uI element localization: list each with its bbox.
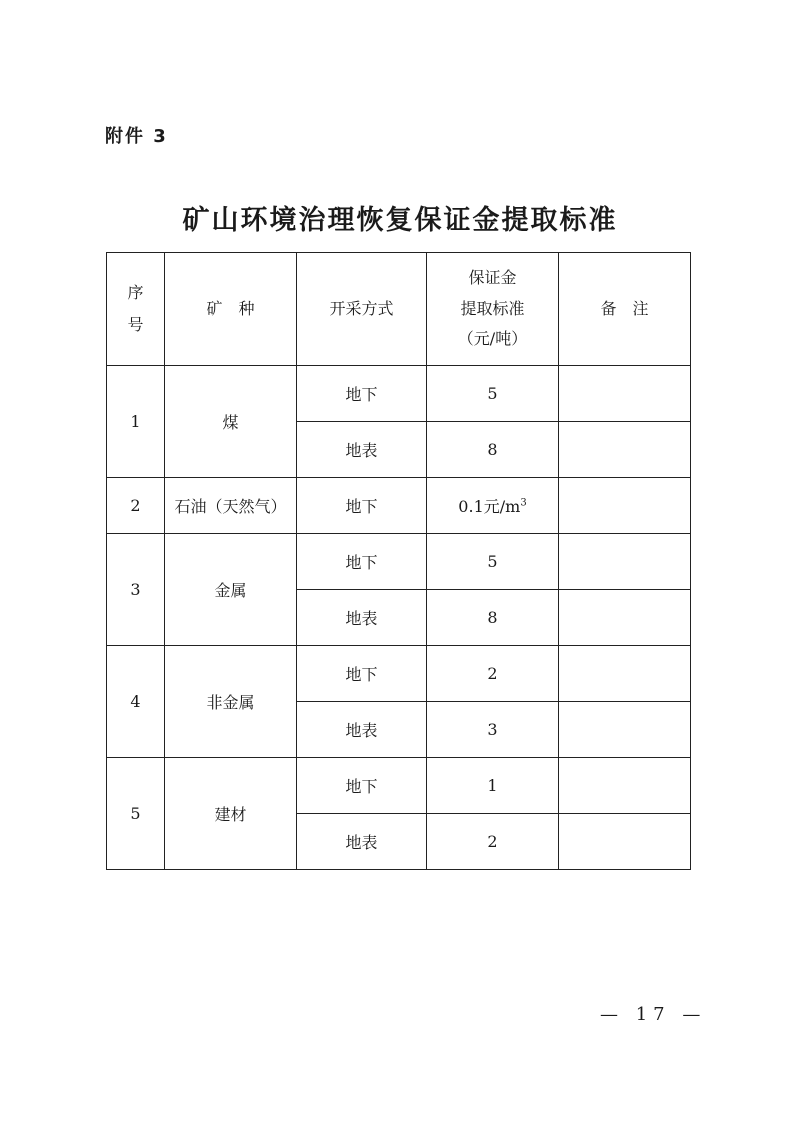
header-standard: 保证金 提取标准 （元/吨） — [427, 253, 559, 366]
cell-value: 5 — [427, 366, 559, 422]
cell-value: 3 — [427, 702, 559, 758]
document-title: 矿山环境治理恢复保证金提取标准 — [182, 205, 618, 236]
cell-value — [427, 478, 559, 534]
cell-seq: 4 — [107, 646, 165, 758]
header-method: 开采方式 — [297, 253, 427, 366]
table-row — [107, 646, 691, 702]
cell-method: 地下 — [297, 366, 427, 422]
cell-remarks — [559, 590, 691, 646]
cell-remarks — [559, 702, 691, 758]
cell-seq: 1 — [107, 366, 165, 478]
cell-remarks — [559, 422, 691, 478]
cell-remarks — [559, 478, 691, 534]
cell-seq: 2 — [107, 478, 165, 534]
cell-seq: 3 — [107, 534, 165, 646]
cell-mineral: 煤 — [165, 366, 297, 478]
table-row — [107, 758, 691, 814]
cell-remarks — [559, 534, 691, 590]
cell-remarks — [559, 758, 691, 814]
value-text: 0.1元/m — [458, 497, 521, 516]
attachment-label: 附件 3 — [105, 126, 168, 147]
cell-method: 地下 — [297, 534, 427, 590]
cell-method: 地下 — [297, 646, 427, 702]
table-row — [107, 534, 691, 590]
cell-method: 地下 — [297, 758, 427, 814]
cell-mineral: 金属 — [165, 534, 297, 646]
table-row — [107, 366, 691, 422]
cell-value: 2 — [427, 814, 559, 870]
cell-remarks — [559, 814, 691, 870]
table-header-row — [107, 253, 691, 366]
cell-method: 地表 — [297, 590, 427, 646]
cell-value: 8 — [427, 422, 559, 478]
header-seq: 序号 — [107, 253, 165, 366]
cell-value: 2 — [427, 646, 559, 702]
cell-mineral: 建材 — [165, 758, 297, 870]
cell-method: 地表 — [297, 422, 427, 478]
header-mineral: 矿 种 — [165, 253, 297, 366]
standards-table — [106, 252, 691, 870]
cell-value: 8 — [427, 590, 559, 646]
cell-method: 地表 — [297, 814, 427, 870]
cell-method: 地下 — [297, 478, 427, 534]
cell-mineral: 石油（天然气） — [165, 478, 297, 534]
table-row — [107, 478, 691, 534]
unit-superscript: 3 — [520, 497, 527, 509]
cell-remarks — [559, 646, 691, 702]
cell-value: 1 — [427, 758, 559, 814]
page-number: — 17 — — [600, 1004, 707, 1025]
header-remarks: 备 注 — [559, 253, 691, 366]
cell-remarks — [559, 366, 691, 422]
cell-seq: 5 — [107, 758, 165, 870]
cell-mineral: 非金属 — [165, 646, 297, 758]
cell-method: 地表 — [297, 702, 427, 758]
cell-value: 5 — [427, 534, 559, 590]
